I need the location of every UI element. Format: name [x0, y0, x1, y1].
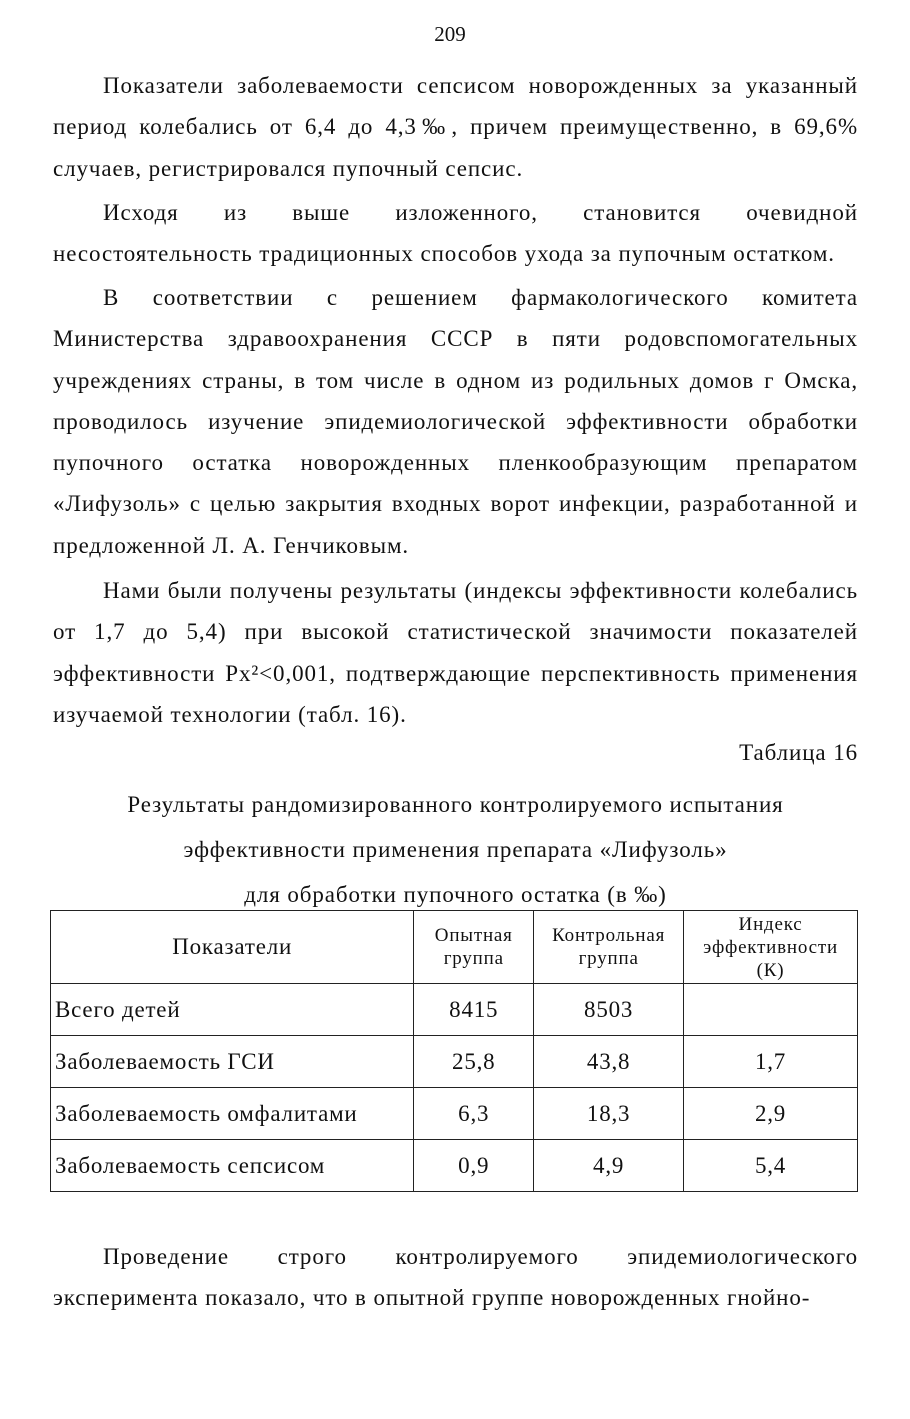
table-header-row [51, 911, 858, 984]
row-control: 43,8 [534, 1036, 684, 1088]
header-control-group: Контрольная группа [534, 911, 684, 984]
row-index [684, 984, 858, 1036]
table-row [51, 984, 858, 1036]
table-caption [53, 782, 858, 917]
paragraph: Нами были получены результаты (индексы эффективности колебались от 1,7 до 5,4) при высокой статистической значимости показателей эффективности Px²<0,001, подтверждающие перспективность применения изучаемой технологии (табл. 16). [53, 578, 858, 727]
header-indicator: Показатели [51, 911, 414, 984]
page-number: 209 [434, 22, 466, 46]
table-row [51, 1088, 858, 1140]
row-control: 4,9 [534, 1140, 684, 1192]
table-row [51, 1036, 858, 1088]
row-experimental: 6,3 [414, 1088, 534, 1140]
table-caption-line: для обработки пупочного остатка (в ‰) [244, 882, 667, 907]
row-indicator: Заболеваемость сепсисом [51, 1140, 414, 1192]
row-index: 5,4 [684, 1140, 858, 1192]
row-indicator: Всего детей [51, 984, 414, 1036]
table-caption-line: эффективности применения препарата «Лифузоль» [183, 837, 728, 862]
row-control: 8503 [534, 984, 684, 1036]
paragraph: Исходя из выше изложенного, становится очевидной несостоятельность традиционных способов ухода за пупочным остатком. [53, 200, 858, 267]
paragraph: В соответствии с решением фармакологического комитета Министерства здравоохранения СССР в пяти родовспомогательных учреждениях страны, в том числе в одном из родильных домов г Омска, проводилось изучение эпидемиологической эффективности обработки пупочного остатка новорожденных пленкообразующим препаратом «Лифузоль» с целью закрытия входных ворот инфекции, разработанной и предложенной Л. А. Генчиковым. [53, 285, 858, 558]
table-caption-line: Результаты рандомизированного контролируемого испытания [127, 792, 784, 817]
row-indicator: Заболеваемость ГСИ [51, 1036, 414, 1088]
row-experimental: 25,8 [414, 1036, 534, 1088]
table-label: Таблица 16 [739, 740, 858, 765]
row-index: 1,7 [684, 1036, 858, 1088]
paragraph: Показатели заболеваемости сепсисом новорожденных за указанный период колебались от 6,4 до 4,3‰, причем преимущественно, в 69,6% случаев, регистрировался пупочный сепсис. [53, 73, 858, 181]
table-row [51, 1140, 858, 1192]
header-experimental-group: Опытная группа [414, 911, 534, 984]
row-experimental: 0,9 [414, 1140, 534, 1192]
paragraph: Проведение строго контролируемого эпидемиологического эксперимента показало, что в опытной группе новорожденных гнойно- [53, 1244, 858, 1311]
row-indicator: Заболеваемость омфалитами [51, 1088, 414, 1140]
row-experimental: 8415 [414, 984, 534, 1036]
results-table [50, 910, 858, 1192]
row-control: 18,3 [534, 1088, 684, 1140]
header-efficiency-index: Индекс эффективности (К) [684, 911, 858, 984]
row-index: 2,9 [684, 1088, 858, 1140]
